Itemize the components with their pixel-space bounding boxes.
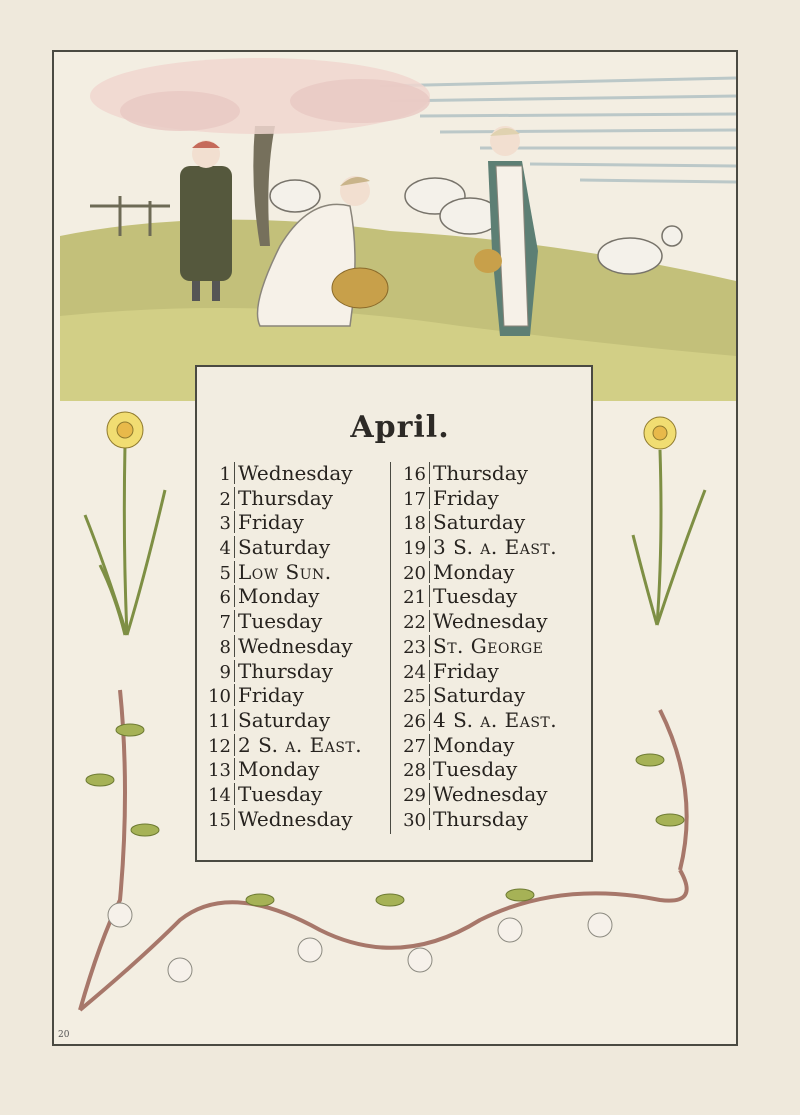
weekday: 2 S. a. East.	[238, 732, 363, 757]
calendar-row	[205, 559, 385, 584]
weekday: Thursday	[238, 658, 333, 683]
day-number: 15	[205, 808, 235, 830]
weekday: Saturday	[238, 707, 331, 732]
weekday: Tuesday	[238, 609, 323, 634]
calendar-row	[205, 485, 385, 510]
day-number: 25	[400, 684, 430, 706]
day-number: 21	[400, 585, 430, 607]
day-number: 29	[400, 783, 430, 805]
day-number: 20	[400, 561, 430, 583]
weekday: Wednesday	[238, 461, 353, 485]
day-number: 8	[205, 635, 235, 657]
day-number: 9	[205, 660, 235, 682]
calendar-row	[400, 509, 580, 534]
day-number: 17	[400, 487, 430, 509]
weekday: Monday	[433, 559, 515, 584]
calendar-row	[205, 608, 385, 633]
day-number: 26	[400, 709, 430, 731]
calendar-row	[400, 485, 580, 510]
day-number: 4	[205, 536, 235, 558]
blossom-branch-illustration	[60, 670, 720, 1030]
day-number: 14	[205, 783, 235, 805]
weekday: 4 S. a. East.	[433, 707, 558, 732]
day-number: 16	[400, 462, 430, 484]
calendar-row	[205, 460, 385, 485]
calendar-row	[400, 534, 580, 559]
weekday: Friday	[433, 485, 499, 510]
day-number: 19	[400, 536, 430, 558]
day-number: 6	[205, 585, 235, 607]
weekday: St. George	[433, 633, 544, 658]
weekday: Thursday	[433, 806, 528, 831]
calendar-row	[205, 509, 385, 534]
daffodil-right-illustration	[625, 395, 715, 635]
day-number: 24	[400, 660, 430, 682]
day-number: 1	[205, 462, 235, 484]
weekday: Low Sun.	[238, 559, 332, 584]
calendar-row	[205, 583, 385, 608]
calendar-row	[400, 559, 580, 584]
weekday: Thursday	[433, 461, 528, 485]
weekday: Tuesday	[238, 781, 323, 806]
day-number: 23	[400, 635, 430, 657]
weekday: Monday	[238, 584, 320, 609]
day-number: 11	[205, 709, 235, 731]
day-number: 5	[205, 561, 235, 583]
day-number: 7	[205, 610, 235, 632]
day-number: 27	[400, 734, 430, 756]
printer-mark: 20	[58, 1030, 70, 1040]
daffodil-left-illustration	[75, 395, 175, 645]
weekday: Friday	[433, 658, 499, 683]
weekday: Wednesday	[238, 633, 353, 658]
calendar-row	[400, 583, 580, 608]
month-title: April.	[350, 410, 450, 445]
weekday: Tuesday	[433, 584, 518, 609]
weekday: Friday	[238, 510, 304, 535]
weekday: 3 S. a. East.	[433, 535, 558, 560]
weekday: Wednesday	[238, 806, 353, 831]
calendar-row	[205, 633, 385, 658]
calendar-row	[400, 460, 580, 485]
day-number: 10	[205, 684, 235, 706]
day-number: 13	[205, 758, 235, 780]
calendar-row	[400, 633, 580, 658]
weekday: Friday	[238, 683, 304, 708]
day-number: 30	[400, 808, 430, 830]
weekday: Wednesday	[433, 609, 548, 634]
weekday: Tuesday	[433, 757, 518, 782]
calendar-row	[400, 608, 580, 633]
weekday: Monday	[238, 757, 320, 782]
day-number: 2	[205, 487, 235, 509]
day-number: 18	[400, 511, 430, 533]
calendar-row	[205, 534, 385, 559]
day-number: 3	[205, 511, 235, 533]
weekday: Saturday	[238, 535, 331, 560]
weekday: Saturday	[433, 683, 526, 708]
day-number: 12	[205, 734, 235, 756]
weekday: Saturday	[433, 510, 526, 535]
weekday: Monday	[433, 732, 515, 757]
basket	[332, 268, 388, 308]
weekday: Thursday	[238, 485, 333, 510]
weekday: Wednesday	[433, 781, 548, 806]
day-number: 28	[400, 758, 430, 780]
day-number: 22	[400, 610, 430, 632]
spring-scene-illustration	[60, 56, 736, 401]
